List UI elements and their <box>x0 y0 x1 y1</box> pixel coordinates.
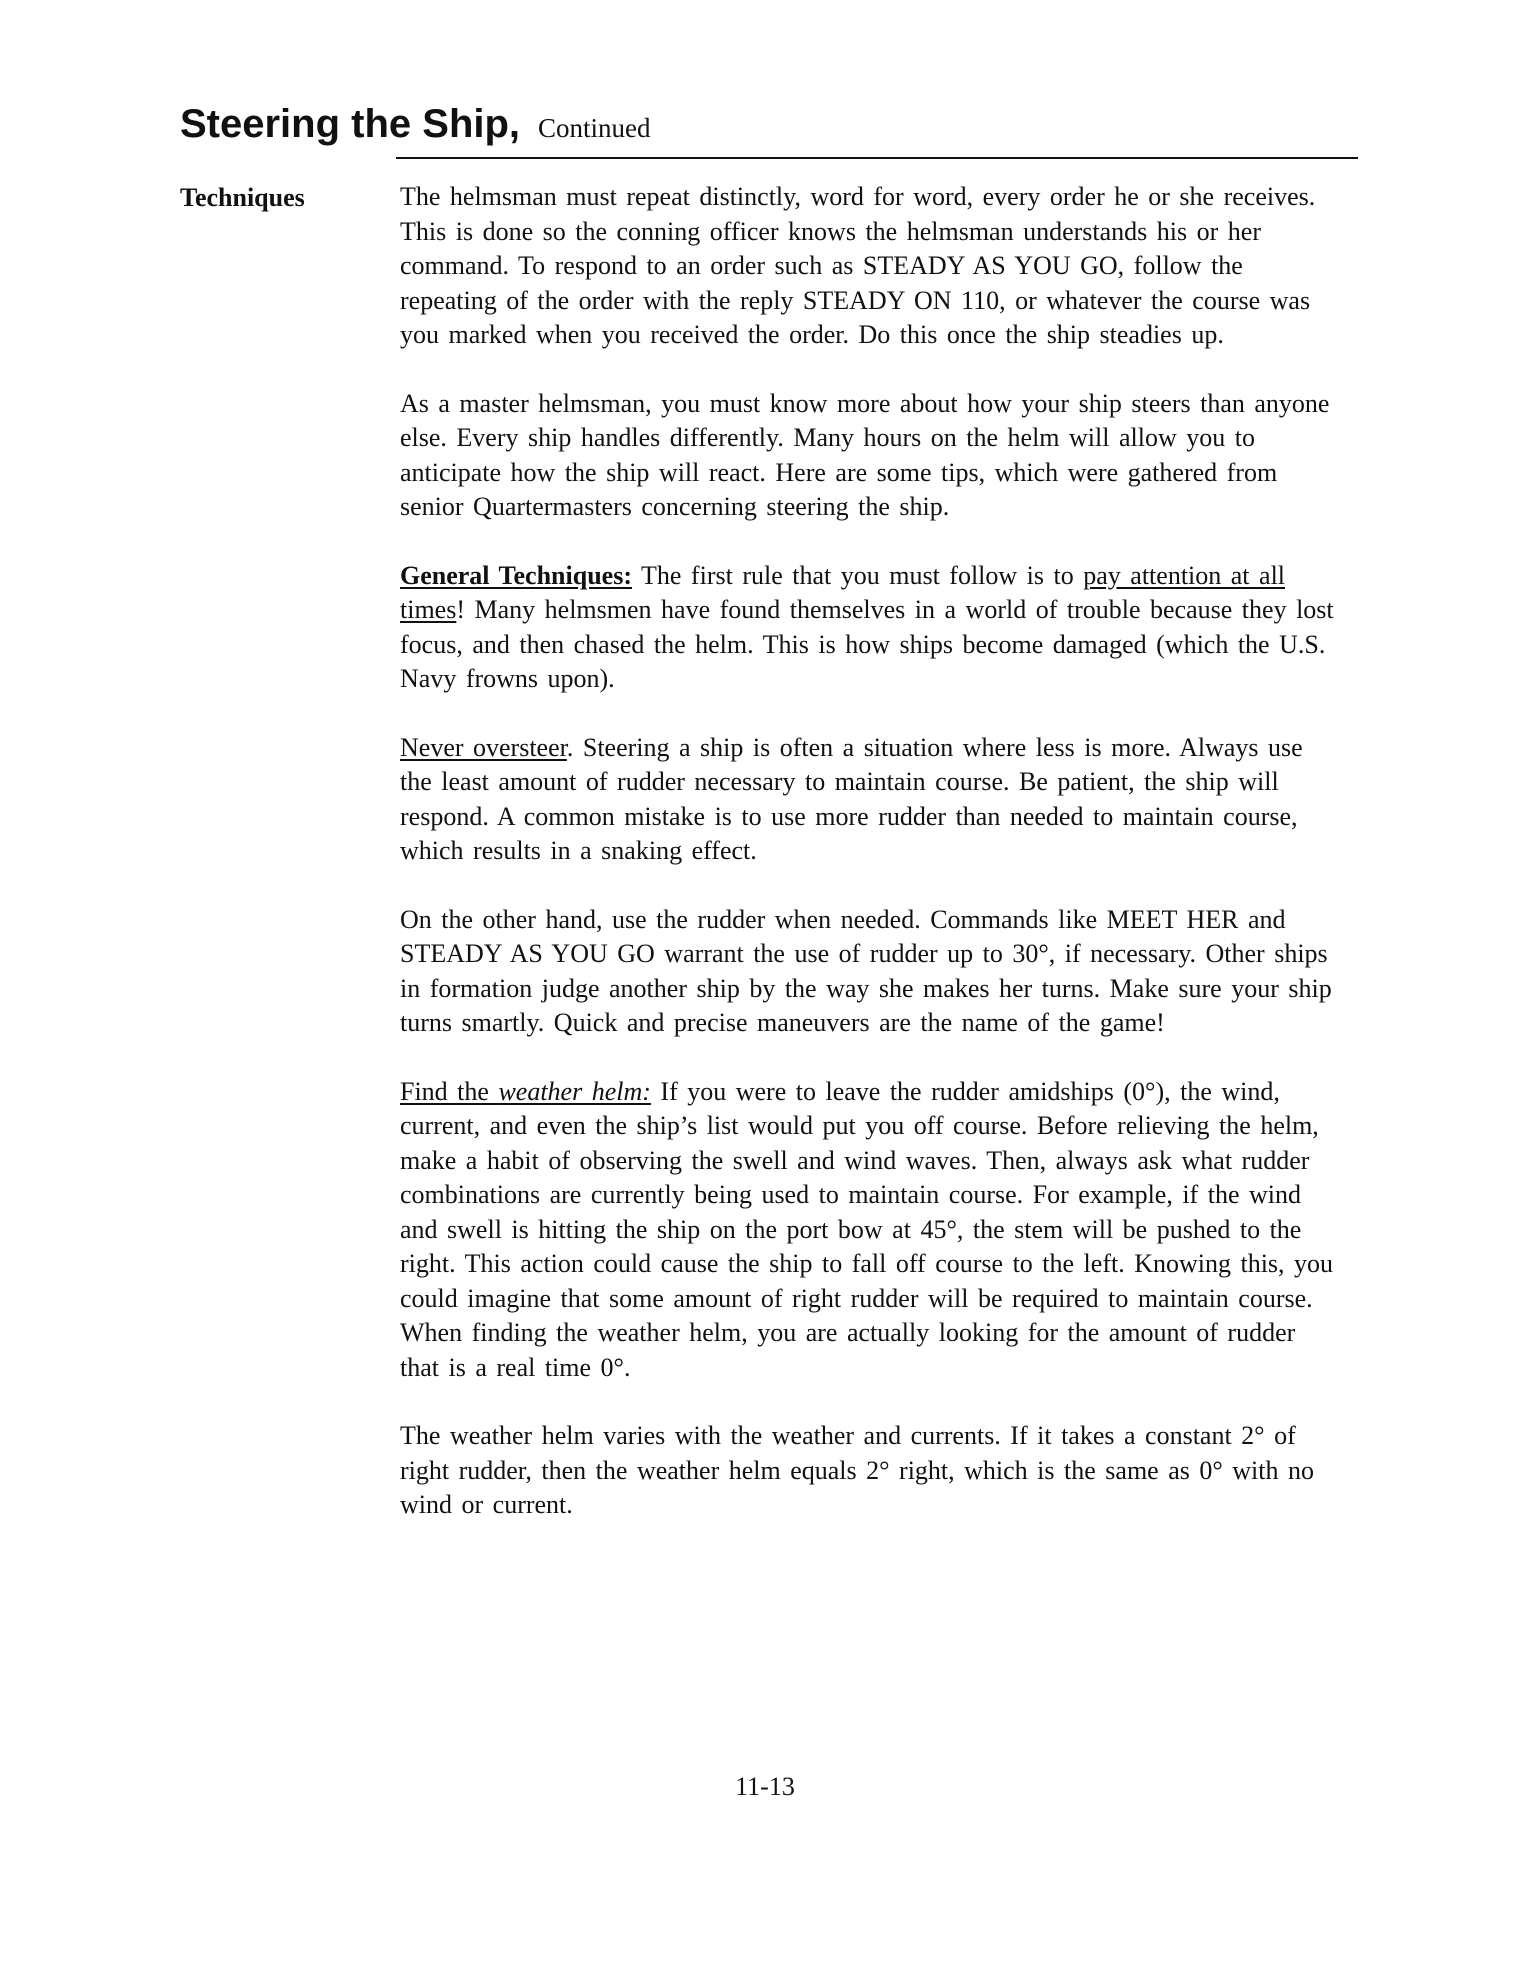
weather-helm-text: If you were to leave the rudder amidships (0°), the wind, current, and even the ship’s list would put you off course. Before relieving the helm, make a habit of observing the swell and wind waves. Then, always ask what rudder combinations are currently being used to maintain course. For example, if the wind and swell is hitting the ship on the port bow at 45°, the stem will be pushed to the right. This action could cause the ship to fall off course to the left. Knowing this, you could imagine that some amount of right rudder will be required to maintain course. When finding the weather helm, you are actually looking for the amount of rudder that is a real time 0°. <box>400 1076 1334 1382</box>
header-rule <box>396 157 1358 159</box>
page-subtitle: Continued <box>538 113 651 143</box>
find-weather-helm-lead: Find the <box>400 1076 499 1106</box>
general-techniques-text-b: ! Many helmsmen have found themselves in a world of trouble because they lost focus, and then chased the helm. This is how ships become damaged (which the U.S. Navy frowns upon). <box>400 595 1334 693</box>
body-content <box>400 180 1338 1557</box>
paragraph-never-oversteer <box>400 731 1338 869</box>
page-number: 11-13 <box>735 1772 795 1801</box>
paragraph-weather-helm <box>400 1075 1338 1386</box>
paragraph-repeat-orders: The helmsman must repeat distinctly, word for word, every order he or she receives. This is done so the conning officer knows the helmsman understands his or her command. To respond to an order such as STEADY AS YOU GO, follow the repeating of the order with the reply STEADY ON 110, or whatever the course was you marked when you received the order. Do this once the ship steadies up. <box>400 182 1316 349</box>
never-oversteer-text: . Steering a ship is often a situation where less is more. Always use the least amount of rudder necessary to maintain course. Be patient, the ship will respond. A common mistake is to use more rudder than needed to maintain course, which results in a snaking effect. <box>400 732 1303 865</box>
general-techniques-text-a: The first rule that you must follow is to <box>631 560 1084 590</box>
general-techniques-heading: General Techniques: <box>400 560 632 590</box>
paragraph-use-rudder: On the other hand, use the rudder when needed. Commands like MEET HER and STEADY AS YOU GO warrant the use of rudder up to 30°, if necessary. Other ships in formation judge another ship by the way she makes her turns. Make sure your ship turns smartly. Quick and precise maneuvers are the name of the game! <box>400 904 1332 1037</box>
paragraph-weather-helm-varies: The weather helm varies with the weather and currents. If it takes a constant 2° of right rudder, then the weather helm equals 2° right, which is the same as 0° with no wind or current. <box>400 1421 1314 1519</box>
page-title: Steering the Ship, <box>180 102 521 146</box>
weather-helm-term: weather helm: <box>498 1076 651 1106</box>
pay-attention-underline: pay attention at all times <box>400 560 1286 624</box>
paragraph-master-helmsman: As a master helmsman, you must know more about how your ship steers than anyone else. Every ship handles differently. Many hours on the helm will allow you to anticipate how the ship will react. Here are some tips, which were gathered from senior Quartermasters concerning steering the ship. <box>400 388 1330 521</box>
page-header <box>180 100 1358 148</box>
never-oversteer-heading: Never oversteer <box>400 732 567 762</box>
paragraph-general-techniques <box>400 559 1338 697</box>
section-label: Techniques <box>180 183 305 212</box>
